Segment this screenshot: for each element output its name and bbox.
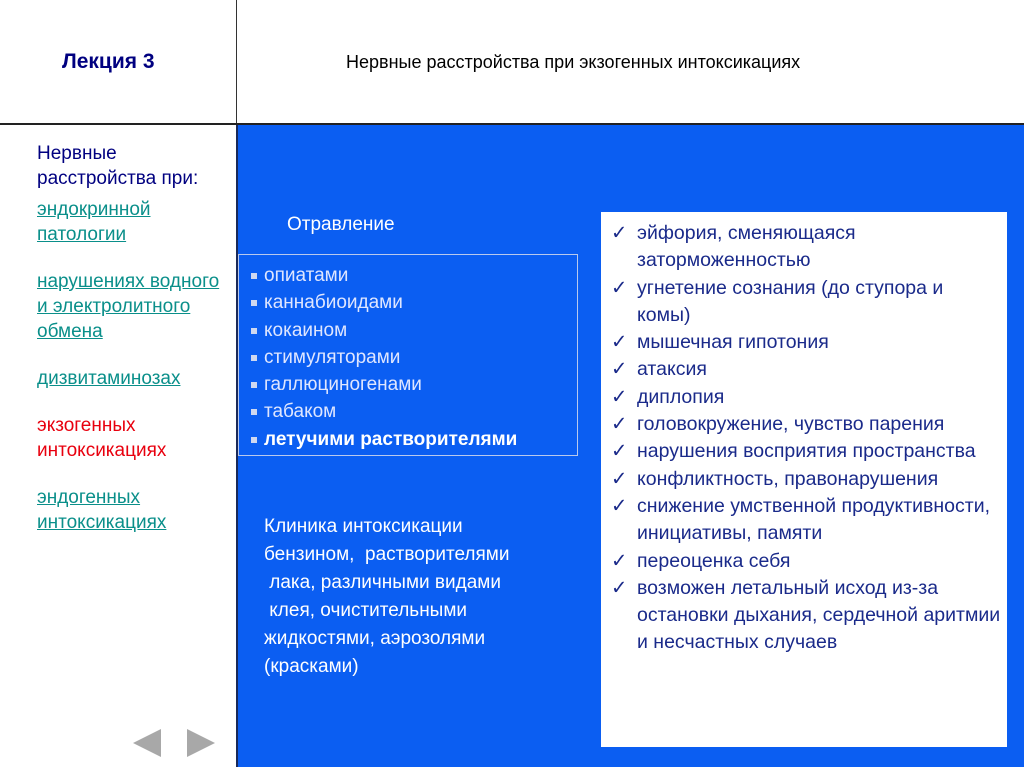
check-icon: ✓	[611, 331, 628, 354]
symptom-text: атаксия	[637, 358, 707, 381]
next-arrow-icon[interactable]	[187, 729, 215, 757]
sidebar-intro: Нервные расстройства при:	[37, 143, 199, 189]
poisoning-list	[238, 254, 578, 456]
symptom-item	[611, 493, 1001, 548]
symptom-item	[611, 548, 1001, 575]
list-item: стимуляторами	[251, 344, 577, 371]
sidebar-link-endocrine[interactable]: эндокринной патологии	[37, 199, 151, 245]
lecture-label: Лекция 3	[62, 50, 155, 73]
check-icon: ✓	[611, 222, 628, 244]
symptom-item	[611, 466, 1001, 493]
check-icon: ✓	[611, 358, 628, 381]
symptom-text: возможен летальный исход из-за остановки дыхания, сердечной аритмии и несчастных случаев	[637, 576, 1001, 654]
check-icon: ✓	[611, 494, 628, 517]
symptom-text: головокружение, чувство парения	[637, 413, 945, 436]
symptoms-box	[601, 212, 1007, 747]
clinic-text: Клиника интоксикации бензином, растворителями лака, различными видами клея, очистительными жидкостями, аэрозолями (красками)	[264, 516, 510, 677]
check-icon: ✓	[611, 276, 628, 299]
symptom-item	[611, 438, 1001, 465]
slide-nav	[133, 729, 215, 757]
sidebar	[37, 141, 232, 557]
symptom-text: снижение умственной продуктивности, инициативы, памяти	[637, 494, 991, 545]
check-icon: ✓	[611, 385, 628, 408]
symptom-text: эйфория, сменяющаяся заторможенностью	[637, 222, 856, 272]
symptom-item	[611, 329, 1001, 356]
sidebar-link-endogenous[interactable]: эндогенных интоксикациях	[37, 487, 167, 533]
symptom-item	[611, 220, 1001, 275]
check-icon: ✓	[611, 576, 628, 599]
symptom-item	[611, 411, 1001, 438]
symptom-item	[611, 356, 1001, 383]
list-item: галлюциногенами	[251, 371, 577, 398]
sidebar-link-dysvitaminosis[interactable]: дизвитаминозах	[37, 368, 181, 389]
symptom-text: угнетение сознания (до ступора и комы)	[637, 276, 944, 326]
prev-arrow-icon[interactable]	[133, 729, 161, 757]
sidebar-link-water-electrolyte[interactable]: нарушениях водного и электролитного обмена	[37, 271, 220, 342]
check-icon: ✓	[611, 549, 628, 572]
symptom-item	[611, 575, 1001, 657]
list-item: табаком	[251, 398, 577, 425]
symptom-item	[611, 384, 1001, 411]
symptom-text: переоценка себя	[637, 549, 791, 572]
sidebar-link-exogenous[interactable]: экзогенных интоксикациях	[37, 415, 167, 461]
slide-title: Нервные расстройства при экзогенных интоксикациях	[346, 52, 801, 72]
list-item-highlighted: летучими растворителями	[251, 426, 577, 453]
symptom-text: конфликтность, правонарушения	[637, 467, 939, 490]
check-icon: ✓	[611, 467, 628, 490]
check-icon: ✓	[611, 413, 628, 436]
symptom-text: мышечная гипотония	[637, 331, 829, 354]
symptom-text: нарушения восприятия пространства	[637, 440, 976, 463]
symptom-text: диплопия	[637, 385, 725, 408]
list-item: кокаином	[251, 317, 577, 344]
list-item: каннабиоидами	[251, 289, 577, 316]
symptom-item	[611, 275, 1001, 330]
header-divider	[236, 0, 237, 124]
poisoning-heading: Отравление	[287, 214, 395, 235]
check-icon: ✓	[611, 440, 628, 463]
list-item: опиатами	[251, 262, 577, 289]
